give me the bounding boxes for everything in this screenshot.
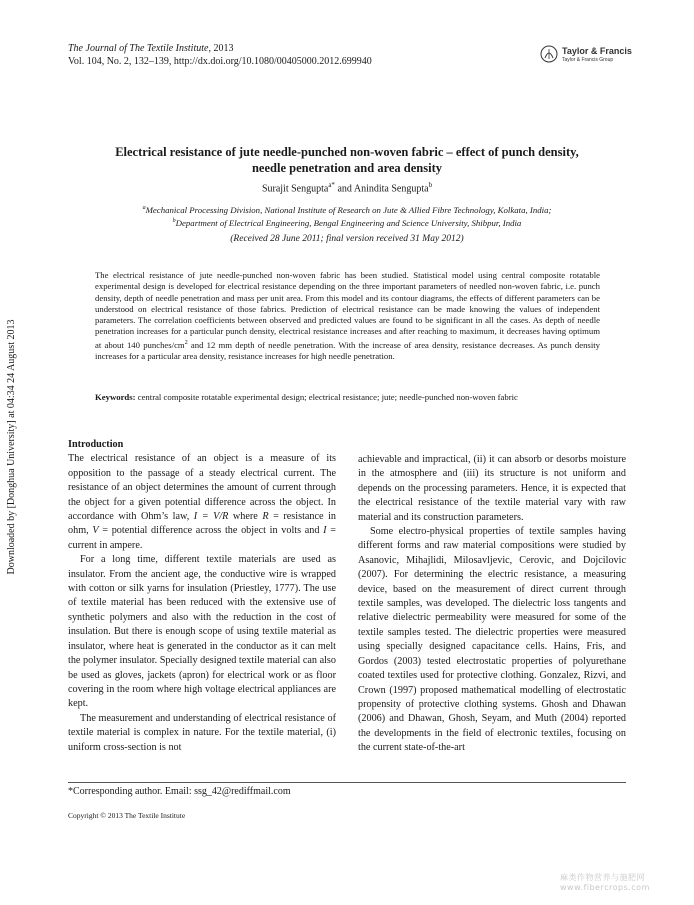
intro-heading: Introduction	[68, 439, 124, 450]
p1-var-i: I	[323, 525, 327, 537]
column-left	[68, 438, 336, 755]
paragraph-1	[68, 452, 336, 553]
keywords-label: Keywords:	[95, 392, 136, 402]
aff-b-text: Department of Electrical Engineering, Bengal Engineering and Science University, Shibpur, India	[175, 217, 522, 228]
publisher-group: Taylor & Francis Group	[562, 57, 614, 63]
abstract-part-1: The electrical resistance of jute needle-punched non-woven fabric has been studied. Statistical model using central composite rotatable experimental design is developed for electrical resistance depending on the three important parameters of needled non-woven fabric, i.e. punch density, depth of needle penetration and mass per unit area. From this model and its contour diagrams, the effects of different parameters can be understood on electrical resistance of those fabrics. Prediction of electrical resistance can be made knowing the values of independent parameters. The correlation coefficients between observed and predicted values are found to be significant in all the cases. As depth of needle penetration increases for a particular punch density, electrical resistance increases and after reaching to maximum, it decreases having optimum at about 140 punches/cm	[95, 270, 600, 350]
p1-text-b: where	[228, 511, 263, 523]
journal-title-line	[68, 42, 372, 55]
article-title	[60, 144, 634, 176]
p1-text-c: = resistance in ohm,	[68, 511, 337, 537]
p1-var-v: V	[92, 525, 99, 537]
download-sidebar: Downloaded by [Donghua University] at 04:34 24 August 2013	[6, 319, 17, 575]
paragraph-4: achievable and impractical, (ii) it can absorb or desorbs moisture in the atmosphere and (iii) its structure is not uniform and depends on the processing parameters. Hence, it is expected that the electrical resistance of the textile material vary with raw material and its construction parameters.	[358, 454, 626, 523]
affiliations	[60, 203, 634, 229]
abstract-sup: 2	[184, 339, 188, 346]
footnote-divider	[68, 782, 626, 783]
abstract	[95, 270, 600, 362]
journal-volume-doi: Vol. 104, No. 2, 132–139, http://dx.doi.org/10.1080/00405000.2012.699940	[68, 56, 372, 67]
abstract-part-2: and 12 mm depth of needle penetration. With the increase of area density, resistance decreases. As punch density increases for a particular area density, resistance increases for high needle penetration.	[95, 339, 600, 361]
received-dates: (Received 28 June 2011; final version received 31 May 2012)	[230, 234, 464, 244]
journal-header	[68, 42, 372, 68]
paragraph-5: Some electro-physical properties of textile samples having different forms and raw material compositions were studied by Asanovic, Mihajlidi, Milosavljevic, Cerovic, and Dojcilovic (2007). For determining the electric resistance, a measuring device, based on the measurement of direct current through textile samples, was developed. The dielectric loss tangents and relative dielectric permeability were measured for some of the textile samples tested. The dielectric properties were measured using specially designed capacitance cells. Hains, Fris, and Gordos (2003) tested electrostatic properties of polyurethane coated textiles used for protective clothing. Gonzalez, Rizvi, and Crown (1997) proposed mathematical modelling of electrostatic propensity of protective clothing systems. Ghosh and Dhawan (2006) and Dhawan, Ghosh, Seyam, and Muth (2004) reported the developments in the field of electronic textiles, focusing on the current state-of-the-art	[358, 526, 626, 754]
author-1: Surajit Sengupta	[261, 183, 329, 195]
keywords	[95, 392, 600, 403]
p1-equation: I = V/R	[193, 511, 229, 523]
publisher-name: Taylor & Francis	[562, 46, 632, 56]
column-right	[358, 453, 626, 756]
paragraph-3: The measurement and understanding of electrical resistance of textile material is complex in nature. For the textile material, (i) uniform cross-section is not	[68, 712, 336, 753]
author-2-sup: b	[428, 181, 433, 189]
p1-text-d: = potential difference across the object in volts and	[98, 525, 324, 537]
aff-b-sup: b	[172, 217, 176, 224]
p1-var-r: R	[262, 511, 269, 523]
corresponding-author: *Corresponding author. Email: ssg_42@rediffmail.com	[68, 786, 291, 797]
taylor-francis-logo-icon	[540, 44, 558, 64]
author-list	[60, 181, 634, 194]
title-line-1: Electrical resistance of jute needle-punched non-woven fabric – effect of punch density,	[115, 145, 579, 159]
author-1-sup: a*	[328, 181, 335, 189]
affiliation-b	[60, 216, 634, 229]
p1-text-a: The electrical resistance of an object is a measure of its opposition to the passage of a steady electrical current. The resistance of an object determines the amount of current through the object for a given potential difference across the object. In accordance with Ohm’s law,	[68, 453, 336, 523]
publisher-logo	[540, 44, 640, 68]
journal-name: The Journal of The Textile Institute	[68, 43, 209, 54]
author-and: and	[337, 183, 352, 195]
aff-a-sup: a	[142, 205, 146, 211]
watermark: 麻类作物营养与施肥网 www.fibercrops.com	[560, 873, 650, 892]
copyright: Copyright © 2013 The Textile Institute	[68, 811, 186, 820]
affiliation-a	[60, 203, 634, 216]
paragraph-2: For a long time, different textile materials are used as insulator. From the ancient age, the conductive wire is wrapped with cotton or silk yarns for insulation (Priestley, 1777). The use of textile material has been reduced with the extensive use of synthetic polymers and also with the reduction in the cost of insulation. But there is enough scope of using textile material as insulator, where heat is generated in the conductor as it can melt the polymer insulator. Specially designed textile material can also be used as gloves, jackets (apron) for electrical work or as floor covering in the room where high voltage electrical appliances are kept.	[68, 554, 336, 710]
author-2: Anindita Sengupta	[353, 183, 429, 195]
p1-text-e: = current in ampere.	[68, 525, 336, 551]
journal-year: , 2013	[208, 43, 234, 54]
aff-a-text: Mechanical Processing Division, National Institute of Research on Jute & Allied Fibre Technology, Kolkata, India;	[145, 204, 552, 215]
title-line-2: needle penetration and area density	[251, 161, 443, 175]
keywords-text: central composite rotatable experimental design; electrical resistance; jute; needle-punched non-woven fabric	[135, 392, 518, 402]
